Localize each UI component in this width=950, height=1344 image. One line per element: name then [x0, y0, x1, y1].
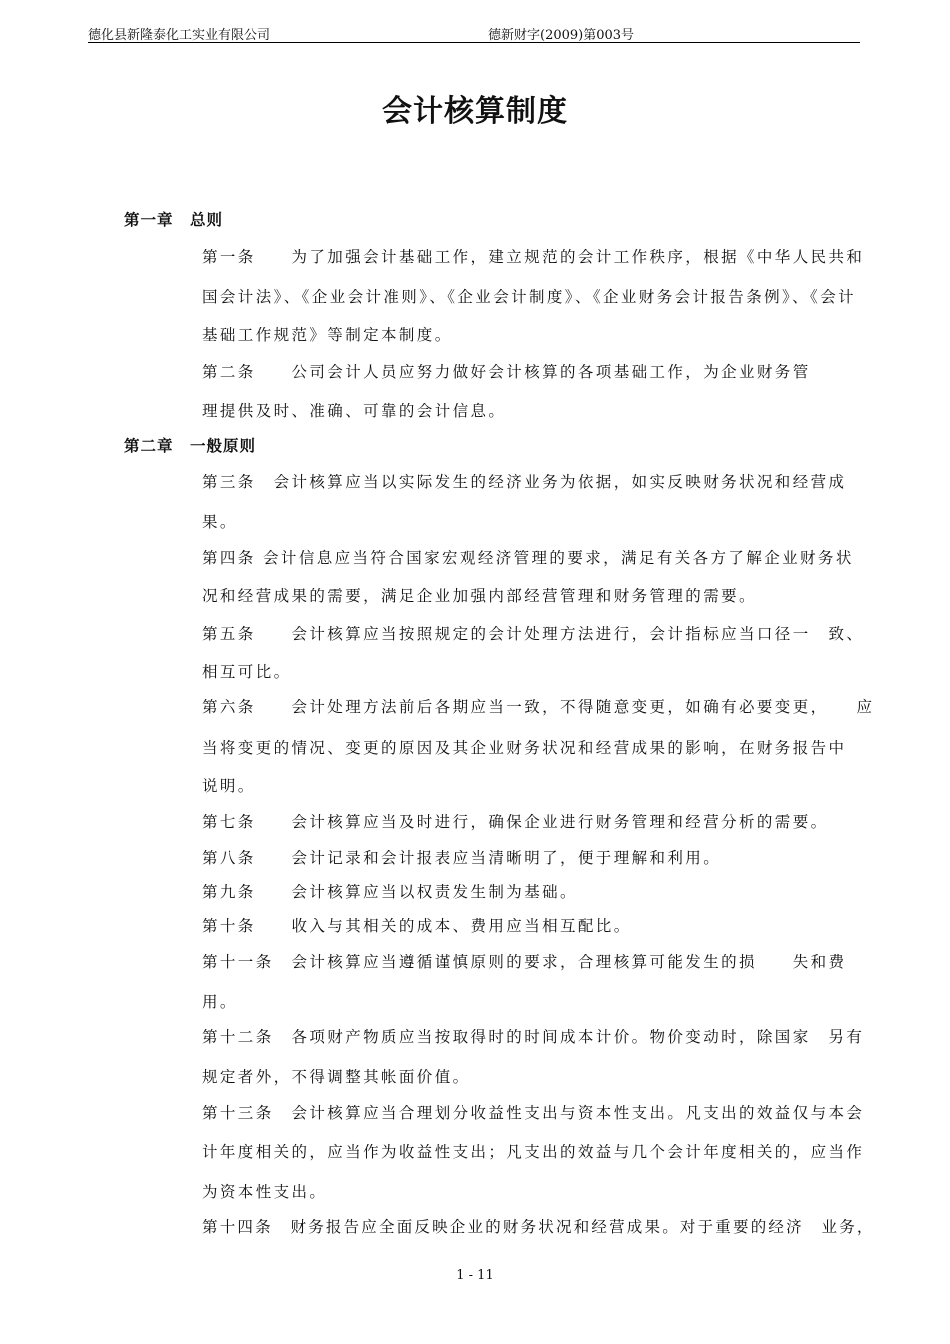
- text-line: 第五条 会计核算应当按照规定的会计处理方法进行，会计指标应当口径一 致、: [202, 625, 865, 643]
- page-header: [88, 22, 860, 43]
- text-line: 国会计法》、《企业会计准则》、《企业会计制度》、《企业财务会计报告条例》、《会计: [202, 288, 857, 306]
- text-line: 第十条 收入与其相关的成本、费用应当相互配比。: [202, 917, 632, 935]
- text-line: 果。: [202, 513, 238, 531]
- text-line: 计年度相关的，应当作为收益性支出；凡支出的效益与几个会计年度相关的，应当作: [202, 1143, 865, 1161]
- page-number: 1 - 11: [456, 1268, 494, 1283]
- text-line: 第二条 公司会计人员应努力做好会计核算的各项基础工作，为企业财务管: [202, 363, 811, 381]
- text-line: 基础工作规范》等制定本制度。: [202, 326, 453, 344]
- text-line: 规定者外，不得调整其帐面价值。: [202, 1068, 471, 1086]
- text-line: 第三条 会计核算应当以实际发生的经济业务为依据，如实反映财务状况和经营成: [202, 473, 847, 491]
- document-number: 德新财字(2009)第003号: [488, 28, 635, 43]
- company-name: 德化县新隆泰化工实业有限公司: [88, 28, 271, 43]
- text-line: 第十四条 财务报告应全面反映企业的财务状况和经营成果。对于重要的经济 业务，: [202, 1218, 875, 1236]
- text-line: 第四条 会计信息应当符合国家宏观经济管理的要求，满足有关各方了解企业财务状: [202, 549, 854, 567]
- text-line: 相互可比。: [202, 663, 292, 681]
- text-line: 况和经营成果的需要，满足企业加强内部经营管理和财务管理的需要。: [202, 587, 757, 605]
- text-line: 用。: [202, 993, 238, 1011]
- chapter-heading: 第一章 总则: [124, 210, 224, 229]
- text-line: 第十一条 会计核算应当遵循谨慎原则的要求，合理核算可能发生的损 失和费: [202, 953, 847, 971]
- chapter-heading: 第二章 一般原则: [124, 436, 257, 455]
- text-line: 第九条 会计核算应当以权责发生制为基础。: [202, 883, 578, 901]
- text-line: 第八条 会计记录和会计报表应当清晰明了，便于理解和利用。: [202, 849, 722, 867]
- document-title: 会计核算制度: [382, 94, 568, 129]
- text-line: 理提供及时、准确、可靠的会计信息。: [202, 402, 507, 420]
- text-line: 第七条 会计核算应当及时进行，确保企业进行财务管理和经营分析的需要。: [202, 813, 829, 831]
- text-line: 说明。: [202, 777, 256, 795]
- text-line: 第十三条 会计核算应当合理划分收益性支出与资本性支出。凡支出的效益仅与本会: [202, 1104, 865, 1122]
- text-line: 第一条 为了加强会计基础工作，建立规范的会计工作秩序，根据《中华人民共和: [202, 248, 865, 266]
- text-line: 当将变更的情况、变更的原因及其企业财务状况和经营成果的影响，在财务报告中: [202, 739, 847, 757]
- text-line: 为资本性支出。: [202, 1183, 328, 1201]
- text-line: 第十二条 各项财产物质应当按取得时的时间成本计价。物价变动时，除国家 另有: [202, 1028, 865, 1046]
- text-line: 第六条 会计处理方法前后各期应当一致，不得随意变更，如确有必要变更， 应: [202, 698, 875, 716]
